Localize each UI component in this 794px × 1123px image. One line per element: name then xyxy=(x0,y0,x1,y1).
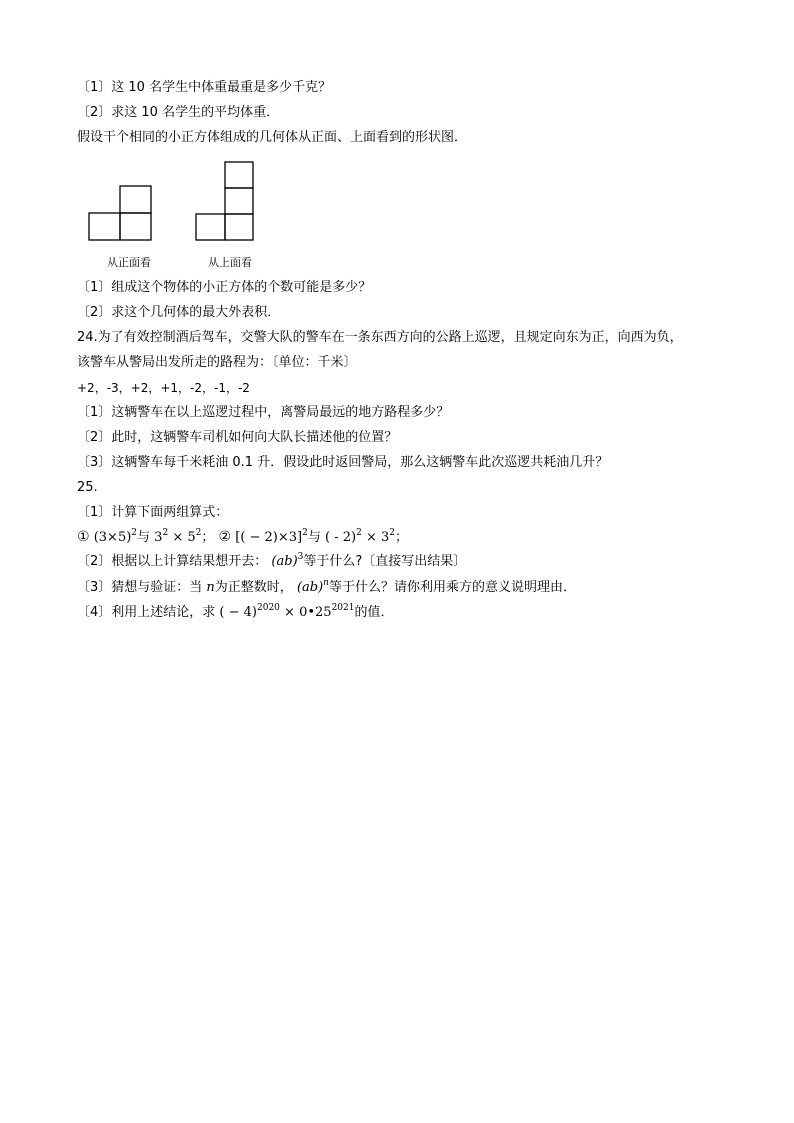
expr-bracket-squared: [( − 2)×3]$^2$ xyxy=(235,527,308,545)
question-24-data: +2，-3，+2，+1，-2，-1，-2 xyxy=(77,381,250,395)
expr-product-squared: $(3\times 5)^2$ xyxy=(93,527,138,545)
top-view-figure xyxy=(196,162,253,240)
question-25-part-3: 〔3〕猜想与验证：当 n为正整数时， (ab)$^n$等于什么？请你利用乘方的意义说明理由． xyxy=(77,577,576,595)
question-24-part-3: 〔3〕这辆警车每千米耗油 0.1 升．假设此时返回警局，那么这辆警车此次巡逻共耗油几升？ xyxy=(77,455,609,470)
cube-question-2: 〔2〕求这个几何体的最大外表积． xyxy=(77,305,281,320)
question-23-part-1: 〔1〕这 10 名学生中体重最重是多少千克？ xyxy=(77,80,332,95)
circle-number-2: ② xyxy=(218,529,232,545)
question-25-number: 25. xyxy=(77,480,98,495)
expr-neg-squares-product: ( - $2)^2 \times 3^2$ xyxy=(325,527,395,545)
question-24-part-2: 〔2〕此时，这辆警车司机如何向大队长描述他的位置？ xyxy=(77,430,398,445)
question-24-part-1: 〔1〕这辆警车在以上巡逻过程中，离警局最远的地方路程多少？ xyxy=(77,405,450,420)
question-23-part-2: 〔2〕求这 10 名学生的平均体重． xyxy=(77,105,280,120)
front-view-figure xyxy=(89,186,151,240)
expr-ab-cubed: (ab)$^3$ xyxy=(271,551,304,569)
variable-n: n xyxy=(206,580,215,595)
question-25-part-4: 〔4〕利用上述结论，求 ( − $4)^{2020} \times 0•25^{2021}$的值． xyxy=(77,602,394,620)
question-25-expressions: ① $(3\times 5)^2$与 $3^2 \times 5^2$； ② [( − 2)×3]$^2$与 ( - $2)^2 \times 3^2$； xyxy=(77,527,408,545)
question-25-part-2: 〔2〕根据以上计算结果想开去： (ab)$^3$等于什么?〔直接写出结果〕 xyxy=(77,551,467,569)
expr-ab-power-n: (ab)$^n$ xyxy=(296,577,329,595)
cube-question-1: 〔1〕组成这个物体的小正方体的个数可能是多少？ xyxy=(77,280,372,295)
front-view-label: 从正面看 xyxy=(107,256,151,269)
question-24-stem-1: 24.为了有效控制酒后驾车，交警大队的警车在一条东西方向的公路上巡逻，且规定向东为正，向西为负， xyxy=(77,330,683,345)
top-view-label: 从上面看 xyxy=(208,256,252,269)
expr-squares-product: $3^2 \times 5^2$ xyxy=(154,527,202,545)
question-25-part-1: 〔1〕计算下面两组算式： xyxy=(77,505,229,520)
cube-problem-intro: 假设干个相同的小正方体组成的几何体从正面、上面看到的形状图． xyxy=(77,130,468,145)
expr-power-product: ( − $4)^{2020} \times 0•25^{2021}$ xyxy=(219,602,355,620)
question-24-stem-2: 该警车从警局出发所走的路程为：〔单位：千米〕 xyxy=(77,355,357,370)
circle-number-1: ① xyxy=(77,529,90,545)
